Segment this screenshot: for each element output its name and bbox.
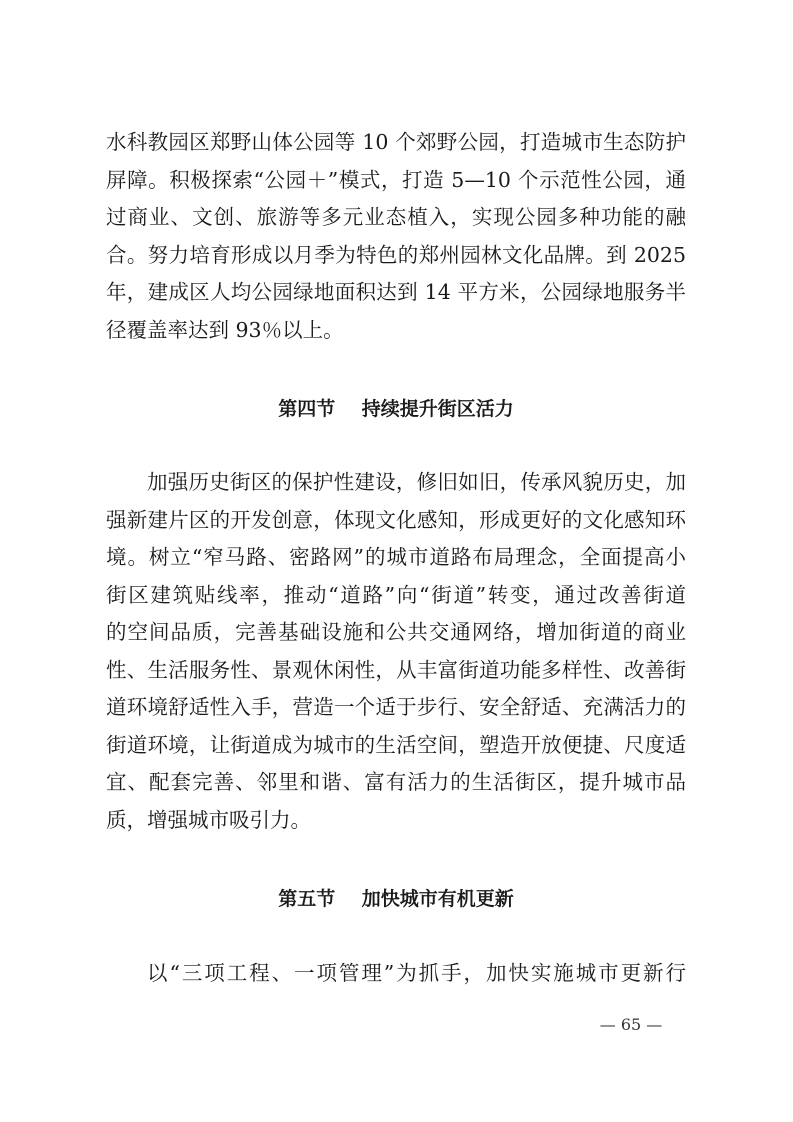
text-line: 加强历史街区的保护性建设，修旧如旧，传承风貌历史，加 [147,470,686,494]
text-line: 街道环境，让街道成为城市的生活空间，塑造开放便捷、尺度适 [106,732,686,757]
text-line: 质，增强城市吸引力。 [106,807,311,832]
section-heading-5: 第五节 加快城市有机更新 [278,888,514,910]
text-line: 合。努力培育形成以月季为特色的郑州园林文化品牌。到 2025 [106,242,686,267]
text-line: 强新建片区的开发创意，体现文化感知，形成更好的文化感知环 [106,507,686,532]
text-line: 宜、配套完善、邻里和谐、富有活力的生活街区，提升城市品 [106,770,686,794]
text-line: 过商业、文创、旅游等多元业态植入，实现公园多种功能的融 [106,205,686,229]
text-line: 水科教园区郑野山体公园等 10 个郊野公园，打造城市生态防护 [106,130,686,154]
text-line: 性、生活服务性、景观休闲性，从丰富街道功能多样性、改善街 [106,657,686,682]
section-heading-4: 第四节 持续提升街区活力 [278,398,514,420]
paragraph-urban-renewal [106,955,686,993]
text-line: 境。树立“窄马路、密路网”的城市道路布局理念，全面提高小 [106,545,686,569]
text-line: 屏障。积极探索“公园＋”模式，打造 5—10 个示范性公园，通 [106,167,686,192]
text-line: 径覆盖率达到 93％以上。 [106,317,344,342]
paragraph-park-development [106,124,686,349]
text-line: 街区建筑贴线率，推动“道路”向“街道”转变，通过改善街道 [106,582,686,607]
page-number: — 65 — [599,1015,663,1034]
text-line: 的空间品质，完善基础设施和公共交通网络，增加街道的商业 [106,620,686,644]
text-line: 道环境舒适性入手，营造一个适于步行、安全舒适、充满活力的 [106,695,686,719]
text-line: 年，建成区人均公园绿地面积达到 14 平方米，公园绿地服务半 [106,280,686,304]
text-line: 以“三项工程、一项管理”为抓手，加快实施城市更新行 [147,961,686,985]
paragraph-street-vitality [106,464,686,839]
